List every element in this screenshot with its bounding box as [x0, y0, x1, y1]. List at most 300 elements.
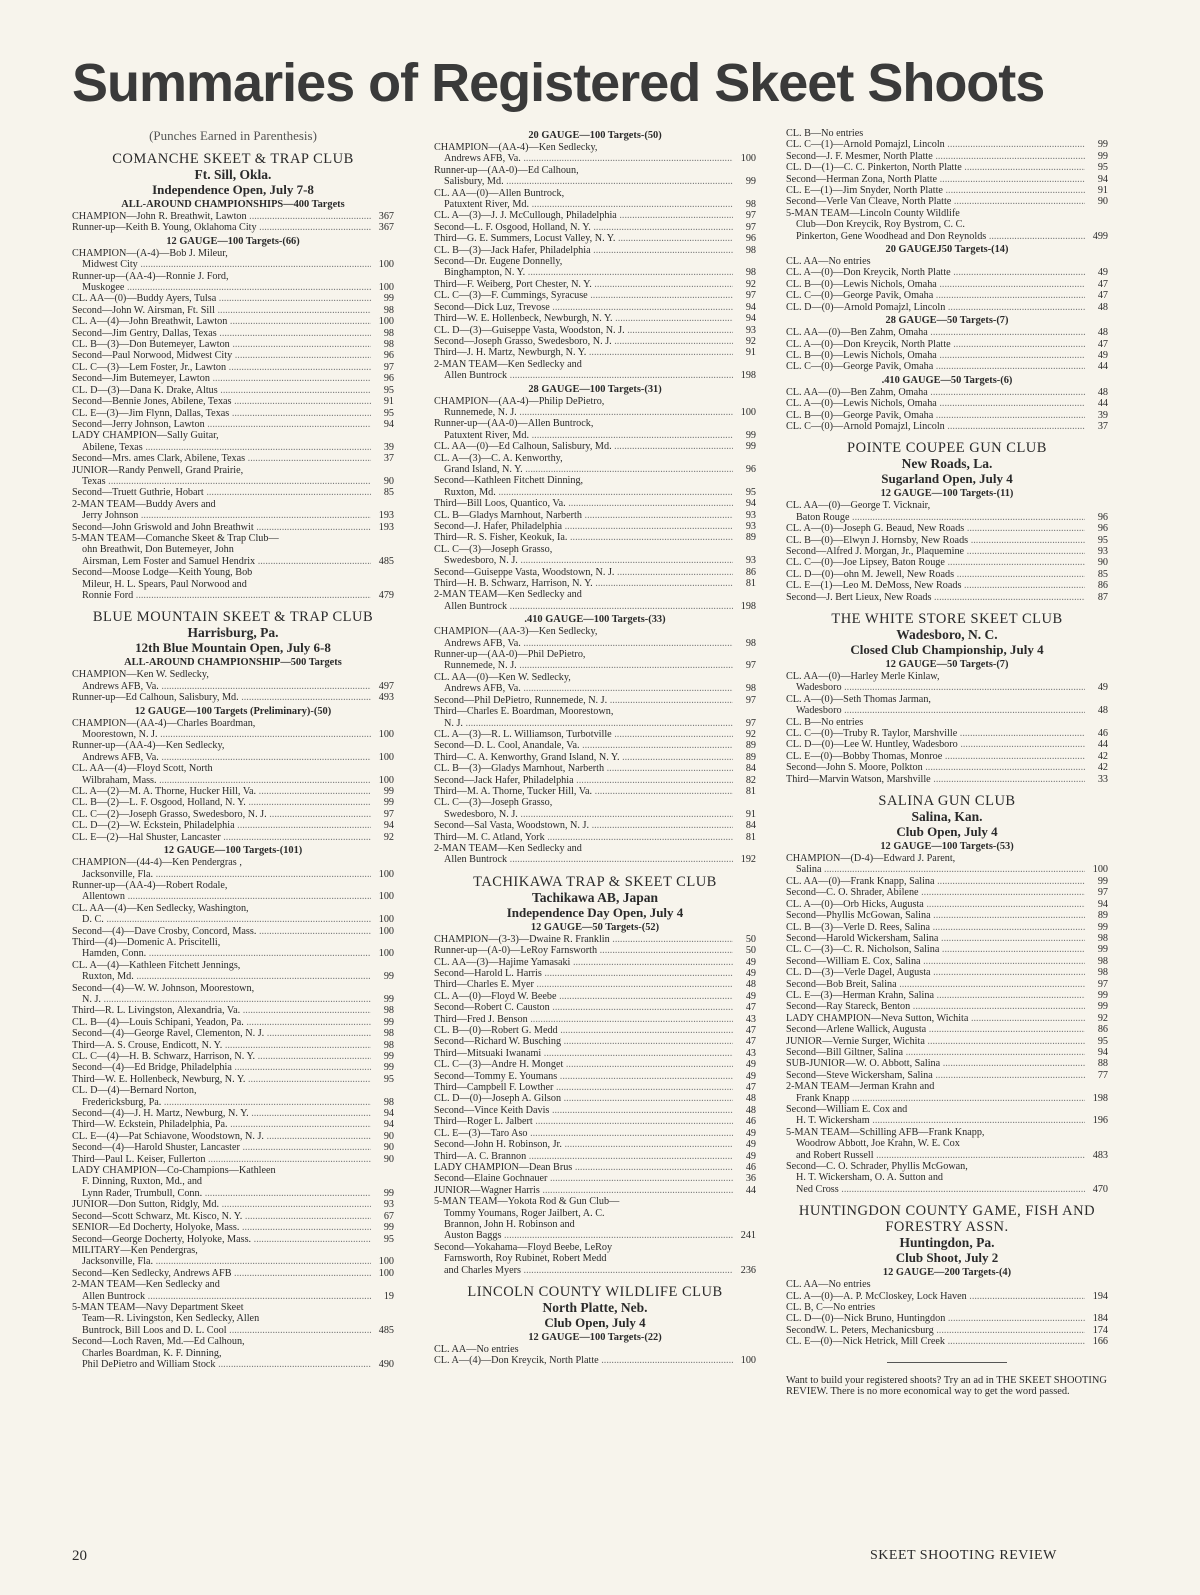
result-score: 90 [1097, 196, 1108, 208]
result-row [786, 512, 1108, 523]
result-score: 97 [745, 290, 756, 302]
result-row [72, 820, 394, 831]
result-name: Third—W. E. Hollenbeck, Newburg, N. Y. ..... [72, 1074, 371, 1085]
result-score: 43 [745, 1047, 756, 1059]
result-score: 96 [1097, 511, 1108, 523]
event-category: 12 GAUGE—50 Targets-(52) [530, 921, 660, 933]
result-line: CL. AA—No entries [786, 256, 871, 268]
result-score: 91 [745, 808, 756, 820]
result-name: CL. B—(3)—Gladys Marnhout, Narberth ..... [434, 763, 733, 774]
result-name: Second—Jim Butemeyer, Lawton ..... [72, 373, 371, 384]
result-score: 193 [378, 510, 394, 522]
result-line: Brannon, John H. Robinson and [444, 1218, 575, 1230]
result-score: 241 [740, 1230, 756, 1242]
result-row [72, 556, 394, 567]
result-name: Second—Harold L. Harris ..... [434, 968, 733, 979]
result-row [434, 1093, 756, 1104]
result-score: 49 [745, 990, 756, 1002]
result-score: 99 [745, 176, 756, 188]
result-row [434, 441, 756, 452]
result-score: 485 [378, 1324, 394, 1336]
club-location: Huntingdon, Pa. [899, 1235, 995, 1251]
result-row [434, 945, 756, 956]
result-line: CL. AA—(0)—Harley Merle Kinlaw, [786, 671, 940, 682]
result-line: 2-MAN TEAM—Ken Sedlecky and [434, 589, 582, 601]
result-name: Hamden, Conn. ..... [82, 948, 371, 959]
result-name: SENIOR—Ed Docherty, Holyoke, Mass. ..... [72, 1222, 371, 1233]
result-score: 98 [745, 267, 756, 279]
result-name: Second—Truett Guthrie, Hobart ..... [72, 487, 371, 498]
result-score: 84 [745, 763, 756, 775]
result-score: 90 [383, 1142, 394, 1154]
result-line: 2-MAN TEAM—Buddy Avers and [72, 498, 216, 510]
result-name: Second—Mrs. ames Clark, Abilene, Texas ..... [72, 453, 371, 464]
result-score: 98 [383, 327, 394, 339]
result-row [434, 1059, 756, 1070]
result-score: 39 [383, 441, 394, 453]
result-name: Third—W. Eckstein, Philadelphia, Pa. ..... [72, 1119, 371, 1130]
result-score: 100 [740, 153, 756, 165]
result-row [434, 740, 756, 751]
result-row [72, 419, 394, 430]
result-name: CHAMPION—John R. Breathwit, Lawton ..... [72, 211, 371, 222]
result-row [786, 387, 1108, 398]
result-line: 5-MAN TEAM—Yokota Rod & Gun Club— [434, 1196, 620, 1208]
result-score: 99 [745, 429, 756, 441]
result-score: 93 [745, 521, 756, 532]
result-row [786, 922, 1108, 933]
result-line: Team—R. Livingston, Ken Sedlecky, Allen [82, 1313, 260, 1325]
result-score: 100 [378, 1256, 394, 1268]
result-row [434, 1173, 756, 1184]
result-line: Runner-up—(AA-4)—Ronnie J. Ford, [72, 270, 229, 282]
result-name: Ruxton, Md. ..... [82, 971, 371, 982]
result-name: Jacksonville, Fla. ..... [82, 869, 371, 880]
result-score: 98 [1097, 967, 1108, 979]
result-name: Second—Elaine Gochnauer ..... [434, 1173, 733, 1184]
result-name: JUNIOR—Wagner Harris ..... [434, 1185, 733, 1196]
result-name: LADY CHAMPION—Dean Brus ..... [434, 1162, 733, 1173]
club-block [786, 128, 1108, 432]
result-row [786, 1115, 1108, 1126]
result-row [786, 864, 1108, 875]
result-row [434, 718, 756, 729]
result-row [72, 914, 394, 925]
result-row [786, 580, 1108, 591]
result-row [786, 267, 1108, 278]
result-name: Allen Buntrock ..... [444, 854, 733, 865]
result-name: CL. A—(3)—J. J. McCullough, Philadelphia ..... [434, 210, 733, 221]
result-line: 5-MAN TEAM—Schilling AFB—Frank Knapp, [786, 1126, 985, 1138]
result-name: Phil DePietro and William Stock ..... [82, 1359, 371, 1370]
result-score: 100 [378, 891, 394, 903]
result-row [786, 290, 1108, 301]
column-3 [786, 128, 1108, 1398]
result-score: 67 [383, 1210, 394, 1222]
result-name: Third—Campbell F. Lowther ..... [434, 1082, 733, 1093]
result-name: Allentown ..... [82, 891, 371, 902]
result-name: Wadesboro ..... [796, 705, 1085, 716]
result-score: 100 [378, 948, 394, 960]
result-row [434, 1128, 756, 1139]
club-heading: COMANCHE SKEET & TRAP CLUB [112, 151, 354, 167]
result-line: Runner-up—(AA-4)—Robert Rodale, [72, 879, 228, 891]
result-score: 100 [378, 729, 394, 741]
result-name: Wilbraham, Mass. ..... [82, 775, 371, 786]
result-score: 98 [383, 1005, 394, 1017]
result-row [72, 1211, 394, 1222]
result-row [72, 681, 394, 692]
club-heading: HUNTINGDON COUNTY GAME, FISH AND FORESTRY ASSN. [798, 1203, 1096, 1236]
result-row [786, 421, 1108, 432]
result-name: Third—G. E. Summers, Locust Valley, N. Y. ..... [434, 233, 733, 244]
club-location: Harrisburg, Pa. [187, 625, 279, 641]
result-score: 81 [745, 831, 756, 843]
advertisement-note: Want to build your registered shoots? Try an ad in THE SKEET SHOOTING REVIEW. There is no more economical way to get the word passed. [786, 1374, 1107, 1398]
result-row [72, 869, 394, 880]
club-heading: POINTE COUPEE GUN CLUB [847, 440, 1047, 457]
result-row [786, 196, 1108, 207]
result-name: Second—Sal Vasta, Woodstown, N. J. ..... [434, 820, 733, 831]
result-name: Runnemede, N. J. ..... [444, 660, 733, 671]
result-line: Charles Boardman, K. F. Dinning, [82, 1347, 222, 1359]
result-name: Second—Paul Norwood, Midwest City ..... [72, 350, 371, 361]
event-category: 12 GAUGE—100 Targets (Preliminary)-(50) [134, 705, 332, 717]
club-block [786, 611, 1108, 785]
result-name: CL. C—(0)—Joe Lipsey, Baton Rouge ..... [786, 557, 1085, 568]
result-row [786, 899, 1108, 910]
event-category: 20 GAUGE—100 Targets-(50) [528, 130, 662, 141]
result-score: 97 [745, 221, 756, 233]
result-line: Third—(4)—Domenic A. Priscitelli, [72, 936, 221, 948]
result-name: CL. D—(0)—Arnold Pomajzl, Lincoln ..... [786, 302, 1085, 313]
result-name: CL. B—(0)—Elwyn J. Hornsby, New Roads ..... [786, 535, 1085, 546]
result-line: CL. B—No entries [786, 716, 864, 728]
result-name: D. C. ..... [82, 914, 371, 925]
result-row [72, 476, 394, 487]
result-score: 92 [745, 335, 756, 347]
result-row [72, 775, 394, 786]
result-name: Runnemede, N. J. ..... [444, 407, 733, 418]
result-name: JUNIOR—Don Sutton, Ridgly, Md. ..... [72, 1199, 371, 1210]
result-row [72, 926, 394, 937]
result-line: 5-MAN TEAM—Lincoln County Wildlife [786, 207, 960, 219]
result-row [786, 1184, 1108, 1195]
result-name: CL. D—(0)—ohn M. Jewell, New Roads ..... [786, 569, 1085, 580]
result-score: 46 [745, 1116, 756, 1128]
result-name: Third—R. S. Fisher, Keokuk, Ia. ..... [434, 532, 733, 543]
result-name: CL. D—(1)—C. C. Pinkerton, North Platte ..... [786, 162, 1085, 173]
result-score: 95 [745, 486, 756, 498]
club-location: Ft. Sill, Okla. [194, 167, 272, 182]
result-score: 47 [1097, 278, 1108, 290]
result-row [786, 339, 1108, 350]
event-title: Club Open, July 4 [544, 1314, 646, 1330]
result-line: CHAMPION—(AA-4)—Charles Boardman, [72, 717, 256, 729]
event-title: Closed Club Championship, July 4 [850, 642, 1044, 657]
result-score: 93 [745, 509, 756, 521]
result-name: CL. AA—(0)—Buddy Ayers, Tulsa ..... [72, 293, 371, 304]
result-score: 198 [1092, 1092, 1108, 1104]
result-score: 92 [745, 278, 756, 290]
club-block [434, 130, 756, 866]
result-score: 47 [745, 1082, 756, 1094]
result-score: 99 [383, 797, 394, 809]
result-name: Second—John S. Moore, Polkton ..... [786, 762, 1085, 773]
result-row [434, 1002, 756, 1013]
result-row [434, 1265, 756, 1276]
result-line: Third—Charles E. Boardman, Moorestown, [434, 706, 614, 718]
result-name: CL. E—(3)—Taro Aso ..... [434, 1128, 733, 1139]
result-row [72, 971, 394, 982]
result-score: 89 [1097, 910, 1108, 922]
result-row [72, 832, 394, 843]
result-name: Patuxtent River, Md. ..... [444, 430, 733, 441]
result-row [72, 1062, 394, 1073]
result-name: and Robert Russell ..... [796, 1150, 1085, 1161]
result-name: CL. A—(0)—A. P. McCloskey, Lock Haven ..... [786, 1291, 1085, 1302]
result-score: 49 [745, 1070, 756, 1082]
result-row [434, 245, 756, 256]
result-name: Second—Ray Stareck, Benton ..... [786, 1001, 1085, 1012]
result-name: Second—Joseph Grasso, Swedesboro, N. J. ..... [434, 336, 733, 347]
result-row [434, 302, 756, 313]
result-row [434, 1025, 756, 1036]
result-row [434, 1071, 756, 1082]
result-line: CL. C—(3)—Joseph Grasso, [434, 543, 553, 555]
result-name: CL. B—(3)—Verle D. Rees, Salina ..... [786, 922, 1085, 933]
result-name: Third—Mitsuaki Iwanami ..... [434, 1048, 733, 1059]
club-location: Wadesboro, N. C. [896, 627, 998, 642]
result-name: Midwest City ..... [82, 259, 371, 270]
result-score: 198 [740, 370, 756, 382]
result-name: CL. C—(1)—Arnold Pomajzl, Lincoln ..... [786, 139, 1085, 150]
result-score: 47 [745, 1036, 756, 1048]
result-row [786, 410, 1108, 421]
result-line: JUNIOR—Randy Penwell, Grand Prairie, [72, 464, 244, 476]
result-row [434, 290, 756, 301]
club-location: Tachikawa AB, Japan [532, 889, 658, 905]
result-row [72, 316, 394, 327]
result-row [72, 1142, 394, 1153]
result-name: SecondW. L. Peters, Mechanicsburg ..... [786, 1325, 1085, 1336]
result-name: Second—Robert C. Causton ..... [434, 1002, 733, 1013]
result-row [786, 1047, 1108, 1058]
result-name: Second—Jim Gentry, Dallas, Texas ..... [72, 328, 371, 339]
result-name: Third—M. C. Atland, York ..... [434, 832, 733, 843]
result-name: CL. A—(3)—R. L. Williamson, Turbotville ..... [434, 729, 733, 740]
result-name: Second—John H. Robinson, Jr. ..... [434, 1139, 733, 1150]
result-score: 99 [383, 993, 394, 1005]
result-score: 479 [378, 590, 394, 601]
result-row [72, 442, 394, 453]
event-title: Club Shoot, July 2 [895, 1250, 999, 1266]
result-score: 94 [383, 1119, 394, 1131]
result-line: CL. D—(4)—Bernard Norton, [72, 1085, 197, 1097]
result-row [786, 751, 1108, 762]
result-score: 99 [383, 293, 394, 305]
result-name: CL. B—(0)—Robert G. Medd ..... [434, 1025, 733, 1036]
result-score: 89 [745, 740, 756, 752]
result-score: 94 [745, 313, 756, 325]
result-score: 96 [745, 233, 756, 245]
result-line: LADY CHAMPION—Sally Guitar, [72, 430, 219, 442]
result-name: Second—Jerry Johnson, Lawton ..... [72, 419, 371, 430]
result-name: CL. C—(0)—George Pavik, Omaha ..... [786, 361, 1085, 372]
result-name: Second—C. O. Shrader, Abilene ..... [786, 887, 1085, 898]
result-row [786, 1093, 1108, 1104]
result-row [434, 786, 756, 797]
result-row [786, 979, 1108, 990]
result-row [786, 557, 1108, 568]
result-line: CL. AA—No entries [786, 1279, 871, 1291]
result-score: 90 [383, 1130, 394, 1142]
result-score: 99 [1097, 139, 1108, 151]
result-score: 100 [740, 406, 756, 418]
result-name: Andrews AFB, Va. ..... [82, 752, 371, 763]
result-name: Moorestown, N. J. ..... [82, 729, 371, 740]
result-name: CL. A—(0)—Don Kreycik, North Platte ..... [786, 267, 1085, 278]
result-name: CL. E—(1)—Jim Snyder, North Platte ..... [786, 185, 1085, 196]
result-row [72, 1017, 394, 1028]
result-row [786, 1036, 1108, 1047]
result-score: 236 [740, 1264, 756, 1276]
result-score: 49 [745, 1139, 756, 1151]
result-name: CL. E—(4)—Pat Schiavone, Woodstown, N. J. ..... [72, 1131, 371, 1142]
result-name: CL. E—(1)—Leo M. DeMoss, New Roads ..... [786, 580, 1085, 591]
result-line: MILITARY—Ken Pendergras, [72, 1244, 198, 1256]
result-row [786, 887, 1108, 898]
result-score: 184 [1092, 1313, 1108, 1325]
result-name: Second—Steve Wickersham, Salina ..... [786, 1070, 1085, 1081]
result-row [786, 728, 1108, 739]
result-score: 196 [1092, 1115, 1108, 1127]
result-row [72, 211, 394, 222]
result-score: 94 [745, 301, 756, 313]
result-score: 82 [745, 774, 756, 786]
result-row [786, 398, 1108, 409]
result-name: CL. C—(3)—Lem Foster, Jr., Lawton ..... [72, 362, 371, 373]
result-name: Auston Baggs ..... [444, 1230, 733, 1241]
result-name: CL. D—(0)—Nick Bruno, Huntingdon ..... [786, 1313, 1085, 1324]
result-score: 86 [745, 566, 756, 578]
club-heading: TACHIKAWA TRAP & SKEET CLUB [473, 873, 717, 890]
result-row [72, 453, 394, 464]
result-score: 493 [378, 692, 394, 704]
result-name: CL. C—(0)—Truby R. Taylor, Marshville ..... [786, 728, 1085, 739]
result-name: CL. E—(0)—Nick Hetrick, Mill Creek ..... [786, 1336, 1085, 1347]
club-location: North Platte, Neb. [542, 1299, 648, 1315]
result-name: Swedesboro, N. J. ..... [444, 809, 733, 820]
result-row [72, 282, 394, 293]
event-category: 12 GAUGE—50 Targets-(7) [885, 659, 1009, 670]
result-row [786, 705, 1108, 716]
result-row [72, 891, 394, 902]
result-line: Second—Moose Lodge—Keith Young, Bob [72, 567, 253, 579]
result-row [434, 1151, 756, 1162]
result-line: Runner-up—(AA-4)—Ken Sedlecky, [72, 740, 225, 752]
result-line: 5-MAN TEAM—Navy Department Skeet [72, 1301, 244, 1313]
result-name: CL. E—(3)—Jim Flynn, Dallas, Texas ..... [72, 408, 371, 419]
result-name: CL. A—(2)—M. A. Thorne, Hucker Hill, Va. ..... [72, 786, 371, 797]
result-score: 99 [383, 1062, 394, 1074]
result-score: 89 [745, 751, 756, 763]
result-score: 49 [745, 1150, 756, 1162]
club-heading: SALINA GUN CLUB [878, 793, 1016, 810]
event-category: 12 GAUGE—100 Targets-(22) [528, 1331, 662, 1343]
result-row [786, 302, 1108, 313]
result-row [72, 752, 394, 763]
club-block [786, 1203, 1108, 1347]
result-name: Second—J. Bert Lieux, New Roads ..... [786, 592, 1085, 603]
result-row [72, 1256, 394, 1267]
result-row [434, 1230, 756, 1241]
result-row [434, 957, 756, 968]
result-name: Third—M. A. Thorne, Tucker Hill, Va. ..... [434, 786, 733, 797]
result-row [72, 1188, 394, 1199]
result-line: CL. AA—(4)—Ken Sedlecky, Washington, [72, 902, 249, 914]
result-score: 98 [383, 1028, 394, 1040]
result-name: CL. C—(4)—H. B. Schwarz, Harrison, N. Y. ..... [72, 1051, 371, 1062]
publication-name: SKEET SHOOTING REVIEW [870, 1548, 1057, 1563]
result-line: 2-MAN TEAM—Ken Sedlecky and [434, 842, 582, 854]
result-name: CL. C—(3)—C. R. Nicholson, Salina ..... [786, 944, 1085, 955]
result-row [434, 567, 756, 578]
result-score: 100 [378, 282, 394, 294]
result-name: CL. D—(0)—Lee W. Huntley, Wadesboro ..... [786, 739, 1085, 750]
result-row [434, 1116, 756, 1127]
result-row [786, 990, 1108, 1001]
result-score: 44 [1097, 398, 1108, 410]
result-row [786, 1024, 1108, 1035]
result-row [434, 199, 756, 210]
result-name: CL. B—Gladys Marnhout, Narberth ..... [434, 510, 733, 521]
result-row [72, 1028, 394, 1039]
result-score: 367 [378, 222, 394, 234]
result-name: Third—Charles E. Myer ..... [434, 979, 733, 990]
result-name: Allen Buntrock ..... [82, 1291, 371, 1302]
result-row [72, 1234, 394, 1245]
result-line: CL. AA—(0)—George T. Vicknair, [786, 500, 931, 512]
result-name: Third—Roger L. Jalbert ..... [434, 1116, 733, 1127]
result-name: SUB-JUNIOR—W. O. Abbott, Salina ..... [786, 1058, 1085, 1069]
result-row [434, 222, 756, 233]
result-score: 98 [745, 683, 756, 695]
club-location: Salina, Kan. [911, 809, 983, 825]
result-row [786, 546, 1108, 557]
result-name: Andrews AFB, Va. ..... [444, 683, 733, 694]
result-name: Third—Bill Loos, Quantico, Va. ..... [434, 498, 733, 509]
result-name: CL. C—(0)—Arnold Pomajzl, Lincoln ..... [786, 421, 1085, 432]
result-name: Runner-up—(A-0)—LeRoy Farnsworth ..... [434, 945, 733, 956]
event-title: 12th Blue Mountain Open, July 6-8 [135, 640, 331, 656]
result-name: Lynn Rader, Trumbull, Conn. ..... [82, 1188, 371, 1199]
result-score: 99 [1097, 989, 1108, 1001]
result-score: 86 [1097, 580, 1108, 592]
intro-note: (Punches Earned in Parenthesis) [149, 128, 317, 143]
result-row [72, 809, 394, 820]
result-score: 95 [1097, 534, 1108, 546]
result-name: CL. B—(0)—Lewis Nichols, Omaha ..... [786, 279, 1085, 290]
result-row [434, 521, 756, 532]
result-name: CHAMPION—(3-3)—Dwaine R. Franklin ..... [434, 934, 733, 945]
result-row [72, 259, 394, 270]
result-score: 90 [383, 1153, 394, 1165]
result-score: 97 [745, 694, 756, 706]
result-name: Texas ..... [82, 476, 371, 487]
result-row [434, 487, 756, 498]
result-line: Runner-up—(AA-0)—Allen Buntrock, [434, 418, 594, 430]
